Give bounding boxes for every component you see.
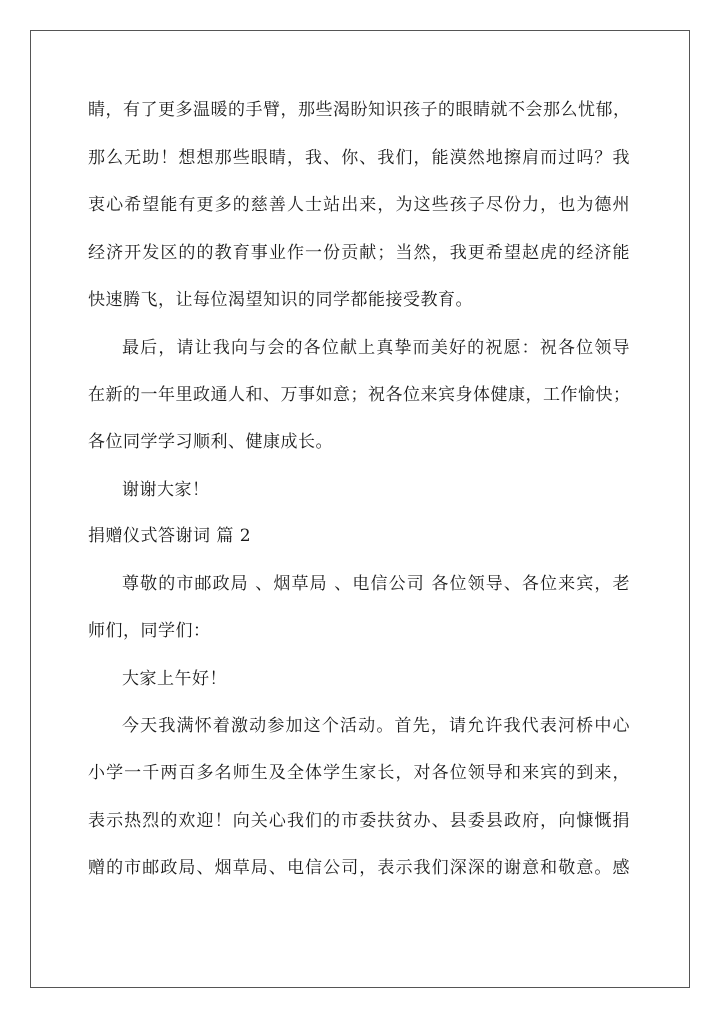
paragraph-line: 在新的一年里政通人和、万事如意；祝各位来宾身体健康，工作愉快； [88,385,631,405]
paragraph-line: 最后，请让我向与会的各位献上真挚而美好的祝愿：祝各位领导 [122,338,630,358]
paragraph-line: 赠的市邮政局、烟草局、电信公司，表示我们深深的谢意和敬意。感 [88,858,630,878]
section-heading: 捐赠仪式答谢词 篇 2 [88,526,252,546]
salutation-line: 尊敬的市邮政局 、烟草局 、电信公司 各位领导、各位来宾，老 [122,574,630,594]
paragraph-line: 今天我满怀着激动参加这个活动。首先，请允许我代表河桥中心 [122,716,630,736]
paragraph-line: 各位同学学习顺利、健康成长。 [88,432,333,452]
paragraph-line: 那么无助！想想那些眼睛，我、你、我们，能漠然地擦肩而过吗？我 [88,148,630,168]
closing-thanks: 谢谢大家！ [122,480,210,500]
paragraph-line: 衷心希望能有更多的慈善人士站出来，为这些孩子尽份力，也为德州 [88,195,630,215]
paragraph-line: 睛，有了更多温暖的手臂，那些渴盼知识孩子的眼睛就不会那么忧郁， [88,100,631,120]
greeting-line: 大家上午好！ [122,669,227,689]
paragraph-line: 表示热烈的欢迎！向关心我们的市委扶贫办、县委县政府，向慷慨捐 [88,811,630,831]
page-border [30,30,690,988]
paragraph-line: 小学一千两百多名师生及全体学生家长，对各位领导和来宾的到来， [88,763,630,783]
paragraph-line: 快速腾飞，让每位渴望知识的同学都能接受教育。 [88,290,473,310]
paragraph-line: 经济开发区的的教育事业作一份贡献；当然，我更希望赵虎的经济能 [88,243,630,263]
salutation-line: 师们，同学们： [88,621,211,641]
